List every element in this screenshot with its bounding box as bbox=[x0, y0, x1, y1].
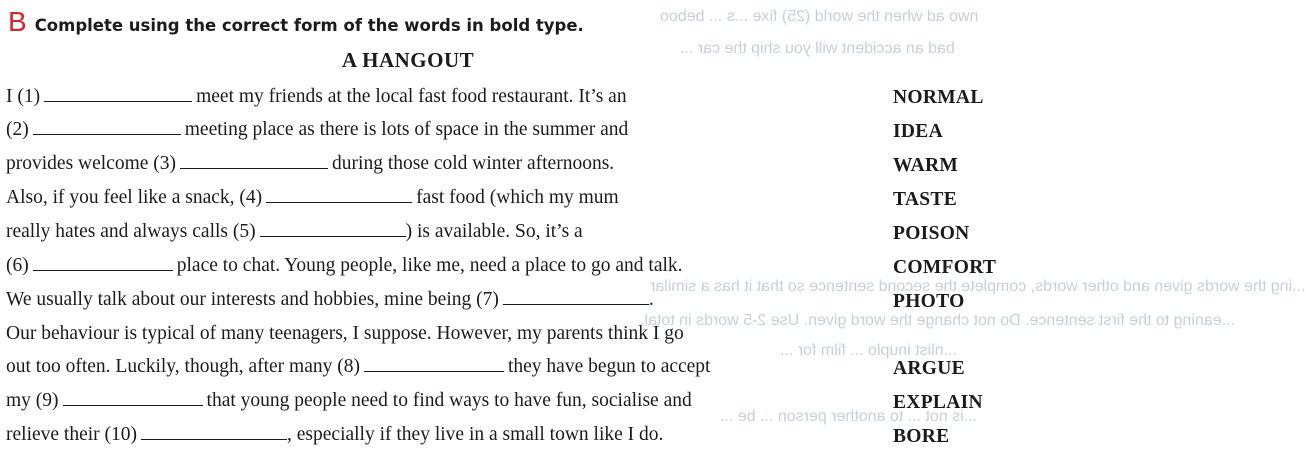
line-text-after: place to chat. Young people, like me, need a place to go and talk. bbox=[176, 255, 683, 276]
line-text-before: (2) bbox=[6, 119, 29, 140]
answer-blank-8[interactable] bbox=[364, 357, 504, 372]
text-title: A HANGOUT bbox=[341, 48, 475, 72]
text-line-6 bbox=[6, 255, 683, 277]
bleed-through-text: ...eaning to the first sentence. Do not change the word given. Use 2-5 words in total. bbox=[640, 312, 1236, 329]
answer-blank-6[interactable] bbox=[33, 256, 173, 271]
keyword-bore: BORE bbox=[893, 426, 950, 447]
keyword-photo: PHOTO bbox=[893, 291, 965, 312]
line-text-before: really hates and always calls (5) bbox=[6, 221, 256, 242]
answer-blank-2[interactable] bbox=[33, 120, 181, 135]
text-line-8 bbox=[6, 323, 684, 345]
answer-blank-9[interactable] bbox=[63, 391, 203, 406]
bleed-through-text: nwo ad when the world (25) fixe ...s ... beboo bbox=[660, 8, 979, 25]
line-text-before: Also, if you feel like a snack, (4) bbox=[6, 187, 263, 208]
keyword-explain: EXPLAIN bbox=[893, 392, 983, 413]
line-text-after: that young people need to find ways to have fun, socialise and bbox=[206, 390, 692, 411]
line-text-before: relieve their (10) bbox=[6, 424, 138, 445]
text-line-2 bbox=[6, 119, 628, 141]
keyword-comfort: COMFORT bbox=[893, 257, 997, 278]
line-text-after: fast food (which my mum bbox=[416, 187, 619, 208]
answer-blank-3[interactable] bbox=[180, 154, 328, 169]
line-text-after: meet my friends at the local fast food restaurant. It’s an bbox=[196, 86, 627, 107]
line-text-after: ) is available. So, it’s a bbox=[405, 221, 583, 242]
answer-blank-4[interactable] bbox=[266, 188, 412, 203]
line-text-before: (6) bbox=[6, 255, 29, 276]
line-text-after: during those cold winter afternoons. bbox=[332, 153, 615, 174]
line-text-before: We usually talk about our interests and hobbies, mine being (7) bbox=[6, 289, 499, 310]
answer-blank-10[interactable] bbox=[141, 425, 287, 440]
text-line-4 bbox=[6, 187, 619, 209]
line-text-before: provides welcome (3) bbox=[6, 153, 177, 174]
keyword-warm: WARM bbox=[893, 155, 959, 176]
line-text-after: . bbox=[648, 289, 654, 310]
keyword-argue: ARGUE bbox=[893, 358, 965, 379]
exercise-instruction: Complete using the correct form of the words in bold type. bbox=[34, 16, 584, 35]
answer-blank-7[interactable] bbox=[503, 290, 649, 305]
keyword-idea: IDEA bbox=[893, 121, 943, 142]
answer-blank-5[interactable] bbox=[260, 222, 406, 237]
exercise-header bbox=[8, 6, 584, 40]
bleed-through-text: bad an accident will you ship the car ... bbox=[680, 40, 955, 57]
keyword-taste: TASTE bbox=[893, 189, 957, 210]
keyword-normal: NORMAL bbox=[893, 87, 984, 108]
text-line-11 bbox=[6, 424, 663, 446]
text-line-5 bbox=[6, 221, 583, 243]
text-line-7 bbox=[6, 289, 654, 311]
text-line-3 bbox=[6, 153, 614, 175]
line-text-before: my (9) bbox=[6, 390, 59, 411]
text-line-9 bbox=[6, 356, 710, 378]
line-text-before: I (1) bbox=[6, 86, 41, 107]
text-line-1 bbox=[6, 86, 627, 108]
bleed-through-text: ...nlist inuplo ... film for ... bbox=[780, 342, 957, 359]
text-line-10 bbox=[6, 390, 692, 412]
bleed-through-text: ...is not ... to another person ... be ... bbox=[720, 408, 978, 425]
line-text-after: meeting place as there is lots of space in the summer and bbox=[184, 119, 629, 140]
line-text-after: they have begun to accept bbox=[507, 356, 711, 377]
answer-blank-1[interactable] bbox=[44, 87, 192, 102]
line-text-before: out too often. Luckily, though, after many (8) bbox=[6, 356, 360, 377]
exercise-letter: B bbox=[8, 6, 27, 37]
bleed-through-text: ...ing the words given and other words, complete the second sentence so that it has a similar bbox=[650, 278, 1305, 295]
keyword-poison: POISON bbox=[893, 223, 970, 244]
line-text-after: , especially if they live in a small town like I do. bbox=[287, 424, 664, 445]
line-text-before: Our behaviour is typical of many teenagers, I suppose. However, my parents think I go bbox=[6, 323, 684, 344]
